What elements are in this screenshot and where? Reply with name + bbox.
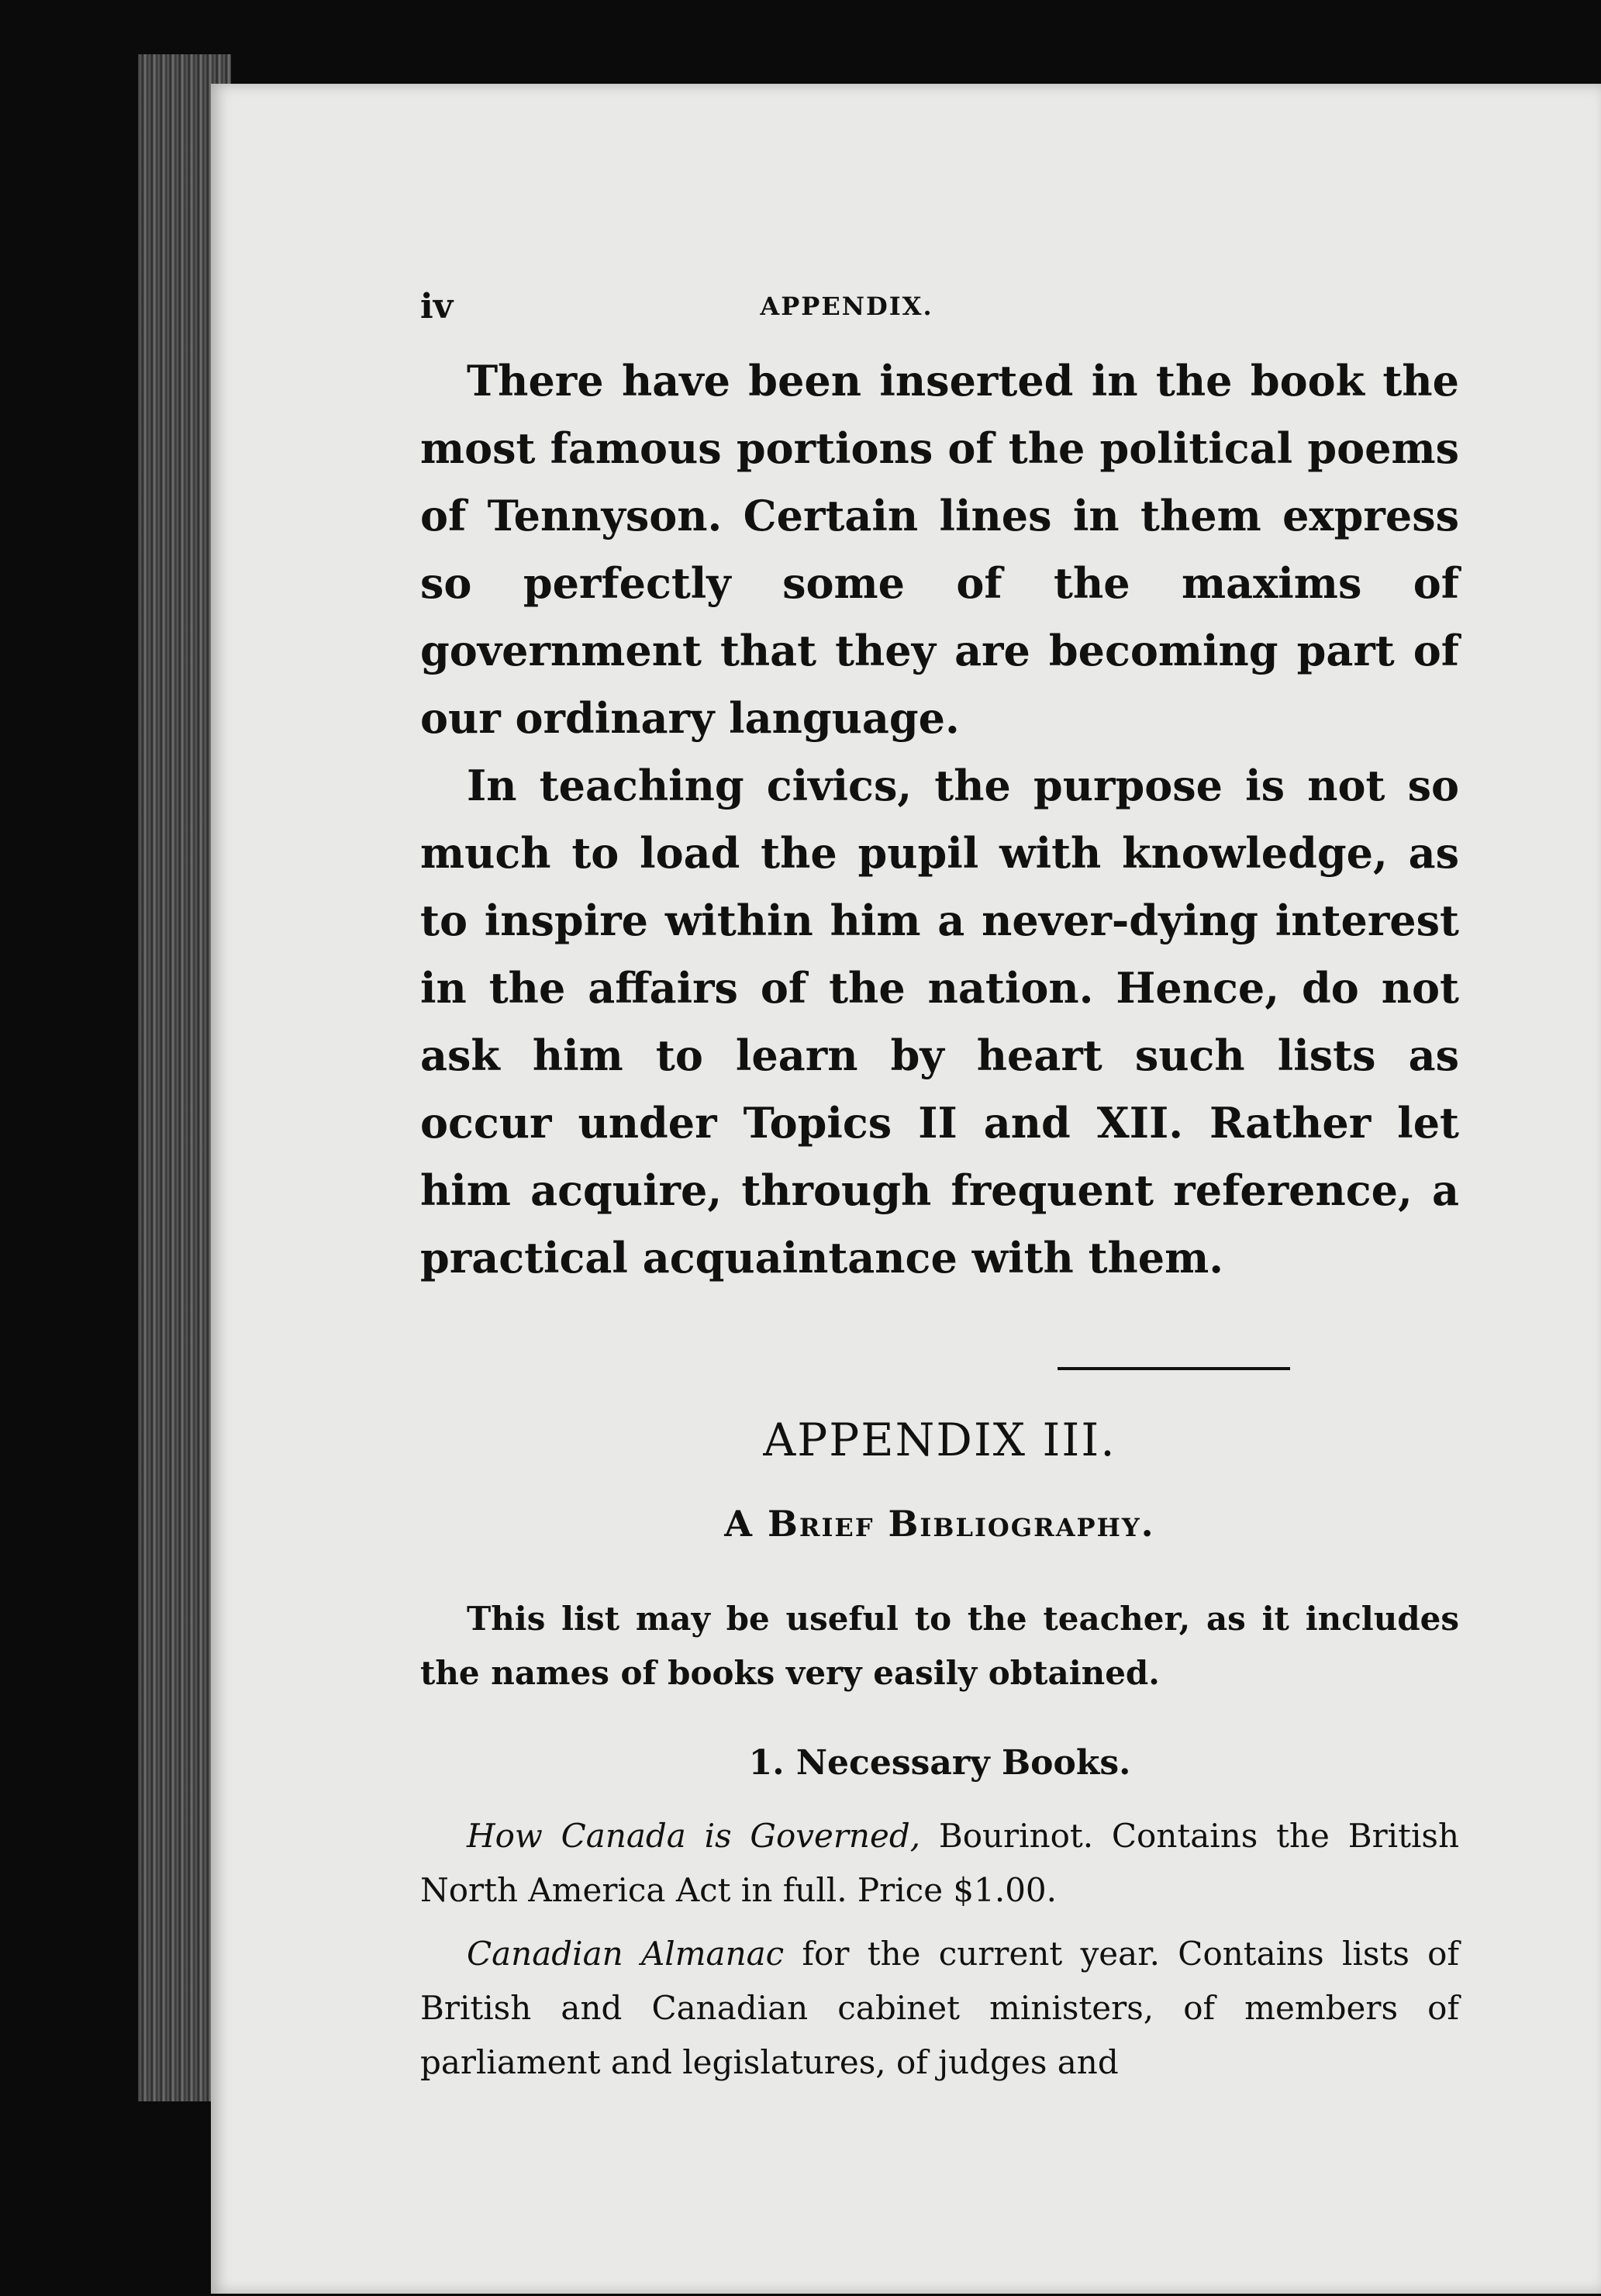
section-divider	[1058, 1367, 1290, 1370]
bibliography-entry	[420, 1927, 1459, 2090]
appendix-title: APPENDIX III.	[763, 1414, 1116, 1466]
page-number: iv	[420, 287, 454, 326]
appendix-subtitle: A Brief Bibliography.	[724, 1503, 1155, 1545]
body-paragraph: In teaching civics, the purpose is not so much to load the pupil with knowledge, as to inspire within him a never-dying interest in the affairs of the nation. Hence, do not ask him to learn by heart such lists as occur under Topics II and XII. Rather let him acquire, through frequent reference, a practical acquaintance with them.	[420, 761, 1459, 1283]
book-page	[211, 84, 1601, 2294]
entry-text: for the current year. Contains lists of British and Canadian cabinet ministers, of members of parliament and legislatures, of judges and	[420, 1935, 1459, 2081]
bibliography-intro: This list may be useful to the teacher, as it includes the names of books very easily obtained.	[420, 1600, 1459, 1692]
body-text	[420, 347, 1459, 1292]
work-title: How Canada is Governed,	[467, 1817, 921, 1855]
body-paragraph: There have been inserted in the book the most famous portions of the political poems of Tennyson. Certain lines in them express so perfectly some of the maxims of government that they are becoming part of our ordinary language.	[420, 356, 1459, 743]
running-head-title: APPENDIX.	[760, 292, 933, 321]
entry-text: Bourinot. Contains the British North America Act in full. Price $1.00.	[420, 1817, 1459, 1909]
section-heading: 1. Necessary Books.	[748, 1743, 1131, 1783]
running-head	[420, 287, 1459, 333]
bibliography-entry	[420, 1809, 1459, 1918]
work-title: Canadian Almanac	[467, 1935, 785, 1973]
bibliography-list	[420, 1809, 1459, 2099]
